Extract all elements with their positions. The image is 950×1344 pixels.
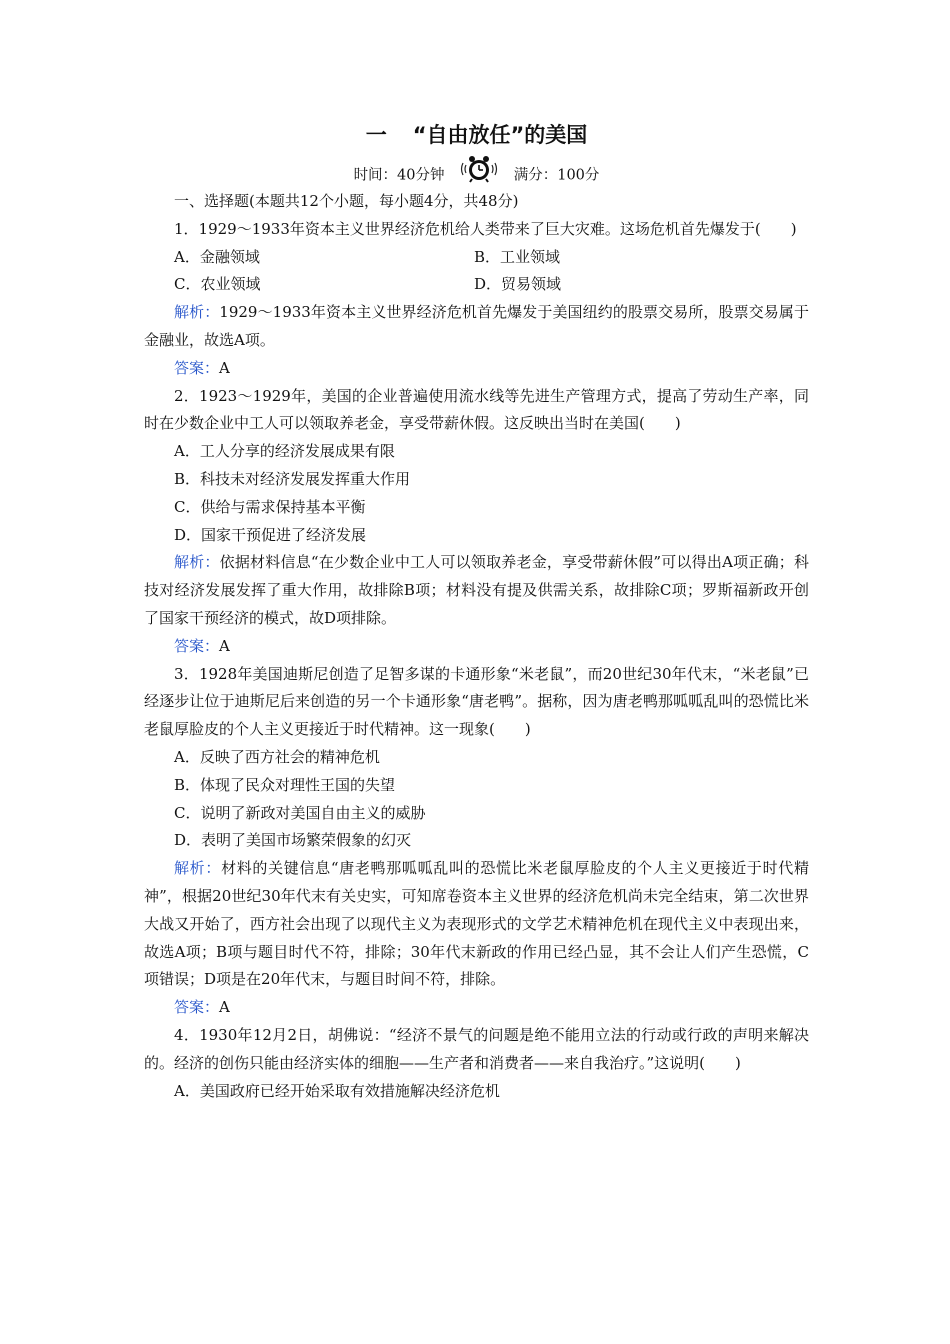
question-1-options-row-1 <box>144 244 809 272</box>
question-3-option-c: C．说明了新政对美国自由主义的威胁 <box>174 803 426 822</box>
time-limit: 时间：40分钟 <box>353 167 445 184</box>
question-2-option-c: C．供给与需求保持基本平衡 <box>174 497 366 516</box>
question-2-option-b: B．科技未对经济发展发挥重大作用 <box>174 469 411 488</box>
question-3-explanation <box>144 855 809 994</box>
full-score: 满分：100分 <box>513 167 600 184</box>
question-1-option-a: A．金融领域 <box>174 247 260 266</box>
explanation-text: 1929～1933年资本主义世界经济危机首先爆发于美国纽约的股票交易所，股票交易属于金融业，故选A项。 <box>144 303 809 349</box>
question-1-options-row-2 <box>144 271 809 299</box>
question-3-answer <box>144 994 809 1022</box>
question-2-option-a: A．工人分享的经济发展成果有限 <box>174 442 395 461</box>
chapter-number: 一 <box>365 123 387 147</box>
question-1-option-b: B．工业领域 <box>474 247 561 266</box>
answer-value: A <box>219 636 230 655</box>
question-1-stem: 1．1929～1933年资本主义世界经济危机给人类带来了巨大灾难。这场危机首先爆发于( ) <box>174 219 797 238</box>
answer-label: 答案： <box>174 998 220 1017</box>
question-2-option-d: D．国家干预促进了经济发展 <box>174 525 367 544</box>
question-3-option-d: D．表明了美国市场繁荣假象的幻灭 <box>174 831 412 850</box>
question-4-option-a: A．美国政府已经开始采取有效措施解决经济危机 <box>174 1081 500 1100</box>
question-1-option-d: D．贸易领域 <box>474 275 562 294</box>
page-title <box>144 118 809 152</box>
section-heading: 一、选择题(本题共12个小题，每小题4分，共48分) <box>174 192 519 210</box>
explanation-label: 解析： <box>174 859 222 878</box>
answer-value: A <box>219 358 230 377</box>
answer-value: A <box>219 998 230 1017</box>
answer-label: 答案： <box>174 358 220 377</box>
question-2-answer <box>144 633 809 661</box>
question-1-answer <box>144 355 809 383</box>
explanation-text: 材料的关键信息“唐老鸭那呱呱乱叫的恐慌比米老鼠厚脸皮的个人主义更接近于时代精神”，根据20世纪30年代末有关史实，可知席卷资本主义世界的经济危机尚未完全结束，第二次世界大战又开始了，西方社会出现了以现代主义为表现形式的文学艺术精神危机在现代主义中表现出来，故选A项；B项与题目时代不符，排除；30年代末新政的作用已经凸显，其不会让人们产生恐慌，C项错误；D项是在20年代末，与题目时间不符，排除。 <box>144 859 809 989</box>
question-2-explanation <box>144 549 809 632</box>
question-2-stem: 2．1923～1929年，美国的企业普遍使用流水线等先进生产管理方式，提高了劳动生产率，同时在少数企业中工人可以领取养老金，享受带薪休假。这反映出当时在美国( ) <box>144 386 809 433</box>
question-1-explanation <box>144 299 809 355</box>
document-page <box>144 118 809 1105</box>
question-3-stem: 3．1928年美国迪斯尼创造了足智多谋的卡通形象“米老鼠”，而20世纪30年代末，“米老鼠”已经逐步让位于迪斯尼后来创造的另一个卡通形象“唐老鸭”。据称，因为唐老鸭那呱呱乱叫的恐慌比米老鼠厚脸皮的个人主义更接近于时代精神。这一现象( ) <box>144 664 809 739</box>
question-3-option-a: A．反映了西方社会的精神危机 <box>174 747 380 766</box>
exam-meta <box>144 154 809 188</box>
explanation-text: 依据材料信息“在少数企业中工人可以领取养老金，享受带薪休假”可以得出A项正确；科技对经济发展发挥了重大作用，故排除B项；材料没有提及供需关系，故排除C项；罗斯福新政开创了国家干预经济的模式，故D项排除。 <box>144 553 809 627</box>
question-1-option-c: C．农业领域 <box>174 275 261 294</box>
chapter-title: “自由放任”的美国 <box>412 123 588 147</box>
question-3-option-b: B．体现了民众对理性王国的失望 <box>174 775 396 794</box>
explanation-label: 解析： <box>174 303 220 322</box>
answer-label: 答案： <box>174 636 220 655</box>
explanation-label: 解析： <box>174 553 220 572</box>
question-4-stem: 4．1930年12月2日，胡佛说：“经济不景气的问题是绝不能用立法的行动或行政的声明来解决的。经济的创伤只能由经济实体的细胞——生产者和消费者——来自我治疗。”这说明( ) <box>144 1025 809 1072</box>
